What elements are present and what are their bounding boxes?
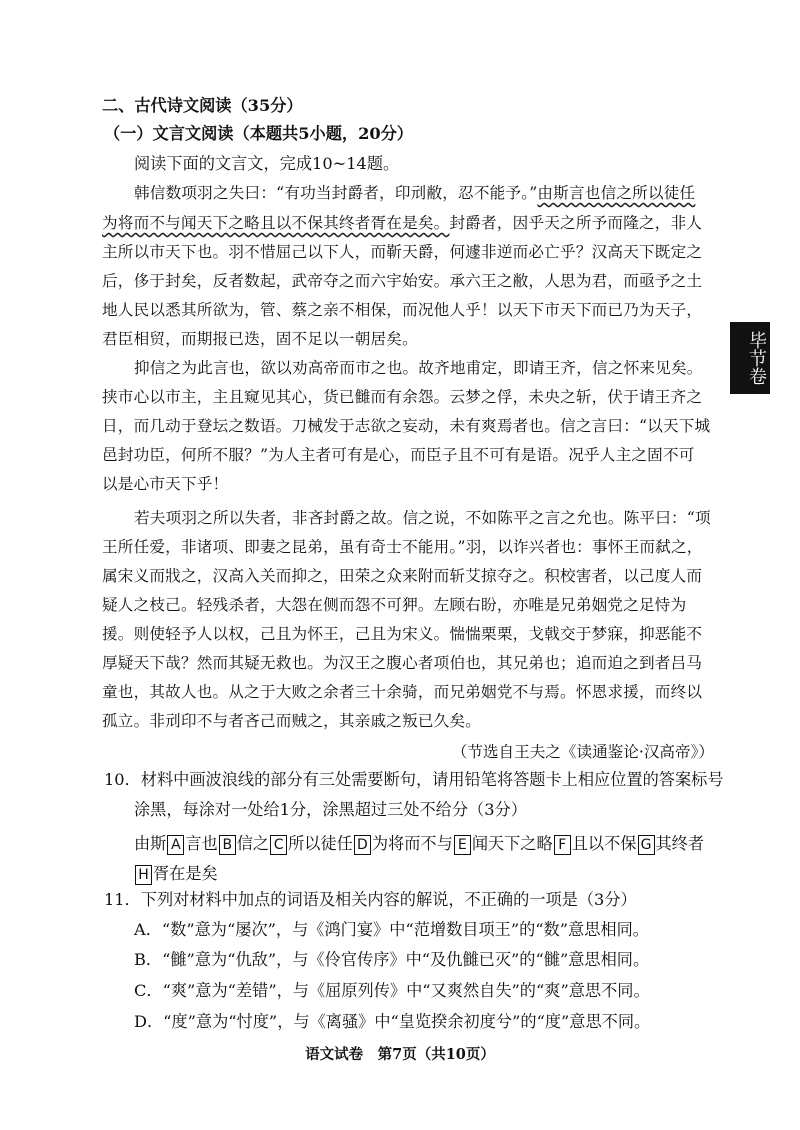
section-title: 二、古代诗文阅读（35分） — [102, 96, 303, 115]
passage-p3-line-4: 疑人之枝己。轻残杀者，大怨在侧而怨不可狎。左顾右盼，亦唯是兄弟姻党之足恃为 — [102, 596, 687, 614]
answer-label-box: G — [638, 835, 655, 855]
passage-p3-line-3: 属宋义而戕之，汉高入关而抑之，田荣之众来附而斩艾掠夺之。积校害者，以己度人而 — [102, 567, 703, 585]
passage-p2-line-3: 日，而几动于登坛之数语。刀械发于志欲之妄动，未有爽焉者也。信之言曰：“以天下城 — [102, 417, 711, 435]
page-footer: 语文试卷 第7页（共10页） — [305, 1046, 495, 1063]
passage-p3-line-7: 童也，其故人也。从之于大败之余者三十余骑，而兄弟姻党不与焉。怀恩求援，而终以 — [102, 683, 703, 701]
passage-p2-line-5: 以是心市天下乎！ — [102, 475, 229, 493]
answer-label-box: A — [167, 835, 184, 855]
passage-p3-line-1: 若夫项羽之所以失者，非吝封爵之故。信之说，不如陈平之言之允也。陈平曰：“项 — [134, 509, 711, 527]
q10-segment-text: 其终者 — [655, 834, 705, 853]
passage-p1-line-6: 君臣相贸，而期报已迭，固不足以一朝居矣。 — [102, 330, 418, 348]
q11-option-b: B．“雠”意为“仇敌”，与《伶官传序》中“及仇雠已灭”的“雠”意思相同。 — [134, 950, 650, 969]
passage-p2-line-4: 邑封功臣，何所不服？”为人主者可有是心，而臣子且不可有是语。况乎人主之固不可 — [102, 446, 695, 464]
q10-segment-text: 为将而不与 — [371, 834, 453, 853]
passage-p3-line-6: 厚疑天下哉？然而其疑无救也。为汉王之腹心者项伯也，其兄弟也；追而迫之到者吕马 — [102, 654, 703, 672]
passage-p3-line-8: 孤立。非刓印不与者吝己而贼之，其亲戚之叛已久矣。 — [102, 712, 482, 730]
q10-segment-text: 言也 — [185, 834, 218, 853]
q10-segment-text: 所以徒任 — [288, 834, 353, 853]
answer-label-box: E — [454, 835, 471, 855]
answer-label-box: B — [219, 835, 236, 855]
q10-segment-text: 胥在是矣 — [153, 864, 218, 883]
q10-segment-text: 且以不保 — [571, 834, 637, 853]
q11-option-d: D．“度”意为“忖度”，与《离骚》中“皇览揆余初度兮”的“度”意思不同。 — [134, 1012, 651, 1031]
q11-stem: 11．下列对材料中加点的词语及相关内容的解说，不正确的一项是（3分） — [104, 890, 637, 909]
q10-stem-line-1: 10．材料中画波浪线的部分有三处需要断句，请用铅笔将答题卡上相应位置的答案标号 — [104, 770, 724, 789]
q10-segment-text: 由斯 — [134, 834, 167, 853]
passage-text: 封爵者，因乎天之所予而隆之，非人 — [449, 214, 703, 232]
side-tab: 毕节卷 — [730, 322, 770, 394]
q11-option-c: C．“爽”意为“差错”，与《屈原列传》中“又爽然自失”的“爽”意思不同。 — [134, 981, 650, 1000]
q10-segment-text: 闻天下之略 — [471, 834, 553, 853]
answer-label-box: F — [554, 835, 571, 855]
answer-label-box: H — [135, 865, 152, 885]
passage-p2-line-2: 挟市心以市主，主且窥见其心，货已雠而有余怨。云梦之俘，未央之斩，伏于请王齐之 — [102, 388, 703, 406]
passage-p2-line-1: 抑信之为此言也，欲以劝高帝而市之也。故齐地甫定，即请王齐，信之怀来见矣。 — [134, 359, 703, 377]
passage-p3-line-2: 王所任爱，非诸项、即妻之昆弟，虽有奇士不能用。”羽，以诈兴者也：事怀王而弑之， — [102, 538, 703, 556]
wavy-underlined-text: 为将而不与闻天下之略且以不保其终者胥在是矣。 — [102, 214, 450, 232]
passage-p1-line-4: 后，侈于封矣，反者数起，武帝夺之而六宇始安。承六王之敝，人思为君，而亟予之土 — [102, 272, 703, 290]
subsection-title: （一）文言文阅读（本题共5小题，20分） — [104, 124, 413, 143]
passage-p1-line-5: 地人民以悉其所欲为，管、蔡之亲不相保，而况他人乎！以天下市天下而已乃为天子， — [102, 301, 703, 319]
answer-label-box: D — [354, 835, 371, 855]
passage-p3-line-5: 援。则使轻予人以权，己且为怀王，己且为宋义。惴惴栗栗，戈戟交于梦寐，抑恶能不 — [102, 625, 703, 643]
q10-segment-text: 信之 — [236, 834, 270, 853]
passage-p1-line-2 — [102, 213, 702, 233]
passage-source: （节选自王夫之《读通鉴论·汉高帝》） — [451, 743, 714, 761]
passage-text: 韩信数项羽之失曰：“有功当封爵者，印刓敝，忍不能予。” — [134, 184, 538, 202]
answer-label-box: C — [270, 835, 287, 855]
passage-p1-line-1 — [134, 183, 695, 203]
instruction: 阅读下面的文言文，完成10~14题。 — [134, 154, 400, 173]
q10-stem-line-2: 涂黑，每涂对一处给1分，涂黑超过三处不给分（3分） — [134, 800, 527, 819]
q10-answer-segments — [134, 829, 704, 889]
passage-p1-line-3: 主所以市天下也。羽不惜屈己以下人，而靳天爵，何遽非逆而必亡乎？汉高天下既定之 — [102, 243, 703, 261]
wavy-underlined-text: 由斯言也信之所以徒任 — [537, 184, 696, 202]
q11-option-a: A．“数”意为“屡次”，与《鸿门宴》中“范增数目项王”的“数”意思相同。 — [134, 920, 649, 939]
